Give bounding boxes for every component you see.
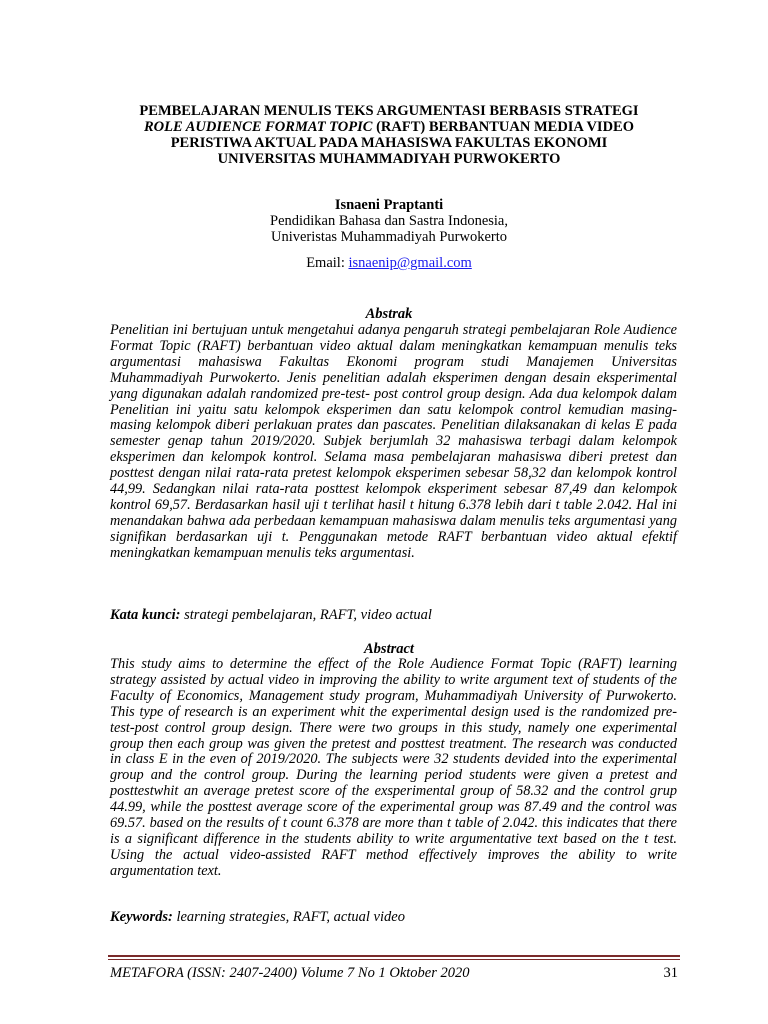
- keywords-line: [110, 909, 677, 925]
- footer-rule-thick: [108, 955, 680, 957]
- footer-rule-thin: [108, 959, 680, 960]
- author-block: [100, 197, 678, 245]
- email-label: Email:: [306, 255, 349, 271]
- abstrak-body: Penelitian ini bertujuan untuk mengetahui adanya pengaruh strategi pembelajaran Role Audience Format Topic (RAFT) berbantuan video aktual dalam meningkatkan kemampuan menulis teks argumentasi mahasiswa Fakultas Ekonomi program studi Manajemen Universitas Muhammadiyah Purwokerto. Jenis penelitian adalah eksperimen dengan desain eksperimental yang digunakan adalah randomized pre-test- post control group design. Ada dua kelompok dalam Penelitian ini yaitu satu kelompok eksperimen dan satu kelompok control kemudian masing-masing kelompok diberi perlakuan prates dan pascates. Penelitian dilaksanakan di kelas E pada semester genap tahun 2019/2020. Subjek berjumlah 32 mahasiswa terbagi dalam kelompok eksperimen dan kelompok kontrol. Selama masa pembelajaran mahasiswa diberi pretest dan posttest dengan nilai rata-rata pretest kelompok eksperimen sebesar 58,32 dan kelompok kontrol 44,99. Sedangkan nilai rata-rata posttest kelompok eksperiment sebesar 87,49 dan kelompok kontrol 69,57. Berdasarkan hasil uji t terlihat hasil t hitung 6.378 lebih dari t table 2.042. Hal ini menandakan bahwa ada perbedaan kemampuan mahasiswa dalam menulis teks argumentasi yang signifikan berdasarkan uji t. Penggunakan metode RAFT berbantuan video aktual efektif meningkatkan kemampuan menulis teks argumentasi.: [110, 322, 677, 561]
- title-line-3: PERISTIWA AKTUAL PADA MAHASISWA FAKULTAS EKONOMI: [170, 135, 608, 151]
- footer-journal: METAFORA (ISSN: 2407-2400) Volume 7 No 1 Oktober 2020: [110, 965, 470, 981]
- abstract-heading: Abstract: [364, 641, 414, 657]
- keywords-label: Keywords:: [110, 909, 173, 925]
- author-affiliation-1: Pendidikan Bahasa dan Sastra Indonesia,: [270, 213, 508, 229]
- kata-kunci-text: strategi pembelajaran, RAFT, video actual: [180, 607, 432, 623]
- abstract-body: This study aims to determine the effect of the Role Audience Format Topic (RAFT) learning strategy assisted by actual video in improving the ability to write argument text of students of the Faculty of Economics, Management study program, Muhammadiyah University of Purwokerto. This type of research is an experiment whit the experimental design used is the randomized pre-test-post control group design. There were two groups in this study, namely one experimental group then each group was given the pretest and posttest treatment. The research was conducted in class E in the even of 2019/2020. The subjects were 32 students devided into the experimental group and the control group. During the learning period students were given a pretest and posttestwhit an average pretest score of the exsperimental group of 58.32 and the control grup 44.99, while the posttest average score of the experimental group was 87.49 and the control was 69.57. based on the results of t count 6.378 are more than t table of 2.042. this indicates that there is a significant difference in the students ability to write argumentative text based on the t test. Using the actual video-assisted RAFT method effectively improves the ability to write argumentation text.: [110, 656, 677, 879]
- footer-page-number: 31: [663, 965, 678, 981]
- title-line-1: PEMBELAJARAN MENULIS TEKS ARGUMENTASI BERBASIS STRATEGI: [139, 103, 639, 119]
- title-line-2-italic: ROLE AUDIENCE FORMAT TOPIC: [144, 119, 373, 135]
- email-line: [100, 255, 678, 271]
- kata-kunci-line: [110, 607, 677, 623]
- title-line-2-rest: (RAFT) BERBANTUAN MEDIA VIDEO: [372, 119, 634, 135]
- kata-kunci-label: Kata kunci:: [110, 607, 181, 623]
- paper-title: [100, 103, 678, 167]
- title-line-4: UNIVERSITAS MUHAMMADIYAH PURWOKERTO: [217, 151, 561, 167]
- email-link[interactable]: isnaenip@gmail.com: [348, 255, 472, 271]
- title-line-2: [100, 119, 678, 135]
- keywords-text: learning strategies, RAFT, actual video: [172, 909, 405, 925]
- author-affiliation-2: Univeristas Muhammadiyah Purwokerto: [271, 229, 507, 245]
- author-name: Isnaeni Praptanti: [334, 197, 444, 213]
- abstrak-heading: Abstrak: [365, 306, 413, 322]
